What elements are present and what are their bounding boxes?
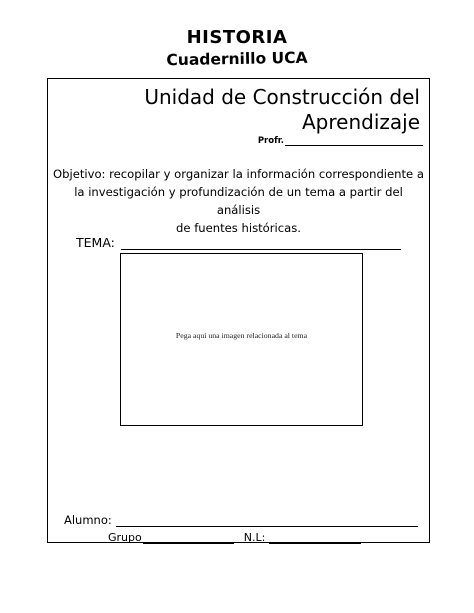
image-placeholder-box[interactable]	[120, 253, 363, 426]
page-subtitle: Cuadernillo UCA	[166, 48, 308, 70]
objective-line-3: de fuentes históricas.	[176, 221, 301, 235]
unit-title	[144, 85, 420, 135]
unit-title-line-1: Unidad de Construcción del	[144, 85, 420, 109]
student-label: Alumno:	[64, 513, 112, 527]
teacher-field	[258, 136, 423, 146]
topic-blank[interactable]	[121, 236, 401, 250]
worksheet-frame	[47, 78, 430, 543]
student-field	[64, 513, 418, 527]
topic-label: TEMA:	[76, 235, 115, 250]
list-number-label: N.L:	[243, 531, 266, 544]
list-number-blank[interactable]	[269, 532, 361, 544]
group-label: Grupo	[108, 531, 142, 544]
student-blank[interactable]	[116, 514, 418, 527]
image-placeholder-text: Pega aquí una imagen relacionada al tema	[175, 330, 308, 340]
page-title: HISTORIA	[186, 27, 288, 48]
teacher-label: Profr.	[257, 136, 284, 146]
group-blank[interactable]	[143, 532, 234, 544]
group-and-number-row	[108, 531, 361, 544]
unit-title-line-2: Aprendizaje	[301, 110, 420, 134]
topic-field	[76, 235, 401, 250]
objective-text	[52, 165, 425, 237]
teacher-blank[interactable]	[285, 136, 423, 146]
objective-line-2: la investigación y profundización de un tema a partir del análisis	[74, 185, 403, 217]
objective-line-1: Objetivo: recopilar y organizar la información correspondiente a	[53, 167, 424, 181]
